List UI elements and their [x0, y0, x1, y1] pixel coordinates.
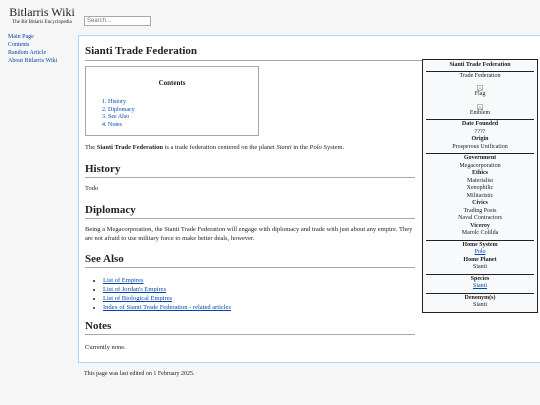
- toc-title: Contents: [158, 79, 186, 87]
- date-founded-value: ????: [474, 128, 486, 135]
- government-label: Government: [463, 155, 497, 161]
- site-logo[interactable]: [0, 5, 84, 26]
- sidebar-item-about[interactable]: About Bitlarris Wiki: [8, 58, 58, 64]
- ethic-item: Materialist: [467, 177, 493, 184]
- denonym-value: Sianti: [472, 302, 487, 308]
- toc-link-history[interactable]: 1. History: [102, 99, 126, 105]
- viceroy-label: Viceroy: [470, 222, 490, 229]
- heading-diplomacy: Diplomacy: [85, 203, 415, 219]
- ethic-item: Xenophilic: [466, 185, 494, 191]
- see-also-link[interactable]: List of Jordan's Empires: [103, 286, 167, 293]
- heading-notes: Notes: [85, 319, 415, 335]
- heading-history: History: [85, 162, 415, 178]
- sidebar-item-random-article[interactable]: Random Article: [8, 50, 47, 56]
- viceroy-value: Marolc Colilda: [461, 230, 499, 236]
- diplomacy-text: Being a Megacorporation, the Sianti Trade Federation will engage with diplomacy and trade with just about any empire. They are not afraid to use military force to make better deals, however.: [85, 226, 413, 242]
- see-also-link[interactable]: Index of Sianti Trade Federation - related articles: [103, 304, 231, 311]
- emblem-label: Emblem: [469, 109, 491, 116]
- main-content: [78, 35, 540, 363]
- species-link[interactable]: Sianti: [472, 283, 487, 289]
- ethics-label: Ethics: [471, 170, 488, 176]
- broken-image-icon: [477, 104, 483, 110]
- footer-last-edited: This page was last edited on 1 February 2025.: [84, 371, 195, 377]
- intro-paragraph: The Sianti Trade Federation is a trade federation centered on the planet Sianti in the Polo System.: [85, 144, 345, 151]
- infobox-title: Sianti Trade Federation: [426, 62, 534, 72]
- intro-system: Polo: [309, 144, 322, 151]
- species-label: Species: [470, 275, 490, 282]
- origin-label: Origin: [471, 136, 489, 142]
- denonym-label: Denonym(s): [464, 294, 496, 301]
- notes-text: Currently none.: [85, 344, 126, 351]
- civics-label: Civics: [472, 200, 488, 206]
- toc-link-see-also[interactable]: 3. See Also: [102, 114, 130, 120]
- date-founded-label: Date Founded: [461, 121, 499, 127]
- sidebar-nav: [8, 33, 57, 65]
- infobox-emblem: [426, 101, 534, 118]
- infobox-subtitle: Trade Federation: [459, 72, 501, 79]
- see-also-link[interactable]: List of Empires: [103, 277, 144, 284]
- home-system-label: Home System: [462, 241, 498, 248]
- flag-label: Flag: [474, 91, 486, 97]
- home-planet-label: Home Planet: [463, 256, 497, 263]
- civic-item: Trading Posts: [463, 207, 497, 214]
- intro-bold-name: Sianti Trade Federation: [96, 144, 163, 151]
- site-tagline: The Bit Bitlaris Encyclopedia: [12, 20, 72, 25]
- history-text: Todo: [85, 185, 99, 192]
- home-system-link[interactable]: Polo: [474, 249, 486, 255]
- civic-item: Naval Contractors: [458, 215, 502, 221]
- toc-link-diplomacy[interactable]: 2. Diplomacy: [102, 106, 135, 113]
- site-name: Bitlarris Wiki: [9, 5, 75, 19]
- infobox: [422, 59, 538, 313]
- sidebar-item-main-page[interactable]: Main Page: [8, 34, 34, 40]
- government-value: Megacorporation: [459, 162, 501, 169]
- home-planet-value: Sianti: [472, 264, 487, 270]
- see-also-link[interactable]: List of Biological Empires: [103, 295, 173, 302]
- origin-value: Prosperous Unification: [452, 143, 508, 150]
- ethic-item: Militaristic: [466, 192, 494, 199]
- search-input[interactable]: Search...: [84, 16, 151, 26]
- see-also-list: [85, 276, 231, 312]
- toc-link-notes[interactable]: 4. Notes: [102, 121, 122, 128]
- infobox-flag: [426, 82, 534, 99]
- sidebar-item-contents[interactable]: Contents: [8, 42, 30, 48]
- heading-see-also: See Also: [85, 252, 415, 268]
- page-title: Sianti Trade Federation: [85, 44, 422, 61]
- table-of-contents: [85, 66, 259, 136]
- intro-planet: Sianti: [276, 144, 292, 151]
